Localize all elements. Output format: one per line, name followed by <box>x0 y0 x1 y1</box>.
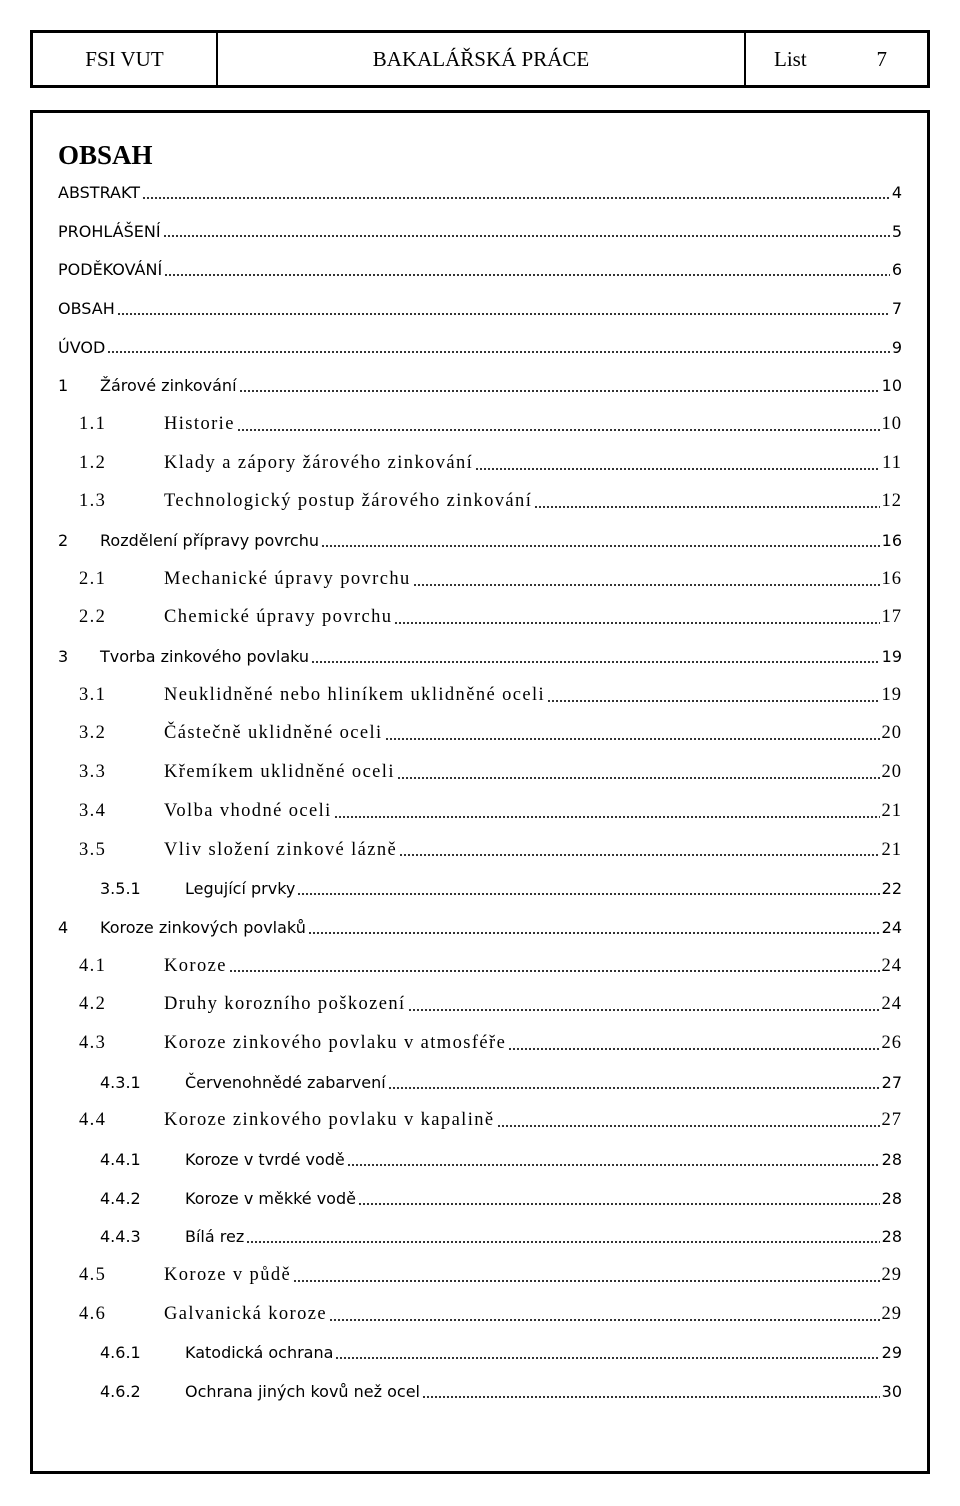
toc-entry-page: 16 <box>881 568 902 589</box>
toc-entry-title: Žárové zinkování <box>100 376 237 396</box>
toc-entry-title: Ochrana jiných kovů než ocel <box>185 1382 420 1402</box>
toc-entry[interactable] <box>58 405 902 444</box>
toc-entry-number: 4.4.3 <box>100 1227 141 1247</box>
toc-dot-leader <box>497 1122 880 1128</box>
toc-entry-title: Koroze zinkového povlaku v atmosféře <box>164 1032 507 1053</box>
toc-entry[interactable] <box>58 1140 902 1179</box>
toc-dot-leader <box>413 581 880 587</box>
toc-entry-title: Vliv složení zinkové lázně <box>164 839 398 860</box>
toc-entry-page: 30 <box>881 1382 902 1402</box>
toc-entry-number: 4.6.1 <box>100 1343 141 1363</box>
toc-entry-number: 3 <box>58 647 69 667</box>
toc-dot-leader <box>397 774 880 780</box>
toc-entry-number: 4.3.1 <box>100 1072 141 1092</box>
toc-entry[interactable] <box>58 560 902 599</box>
toc-entry-number: 2 <box>58 531 69 551</box>
toc-entry-title: OBSAH <box>58 298 115 318</box>
toc-entry-number: 1.3 <box>79 491 107 512</box>
toc-dot-leader <box>388 1084 880 1090</box>
toc-entry-title: Volba vhodné oceli <box>164 800 332 821</box>
toc-dot-leader <box>321 542 880 548</box>
toc-entry-number: 1.2 <box>79 452 107 473</box>
toc-entry-title: Mechanické úpravy povrchu <box>164 568 411 589</box>
toc-entry[interactable] <box>58 831 902 870</box>
toc-entry[interactable] <box>58 599 902 638</box>
toc-entry-page: 26 <box>881 1032 902 1053</box>
toc-entry-title: Legující prvky <box>185 879 296 899</box>
toc-entry-number: 3.3 <box>79 762 107 783</box>
toc-entry-title: Tvorba zinkového povlaku <box>100 647 310 667</box>
page-header <box>30 30 930 88</box>
toc-dot-leader <box>237 426 880 432</box>
toc-dot-leader <box>408 1006 880 1012</box>
toc-entry-number: 3.2 <box>79 723 107 744</box>
toc-entry-page: 28 <box>881 1227 902 1247</box>
toc-dot-leader <box>422 1393 880 1399</box>
toc-dot-leader <box>394 619 879 625</box>
toc-entry-page: 6 <box>891 260 902 280</box>
toc-entry-title: Koroze v měkké vodě <box>185 1188 356 1208</box>
toc-entry-number: 3.5.1 <box>100 879 141 899</box>
toc-entry-title: Historie <box>164 413 235 434</box>
toc-entry-number: 4 <box>58 917 69 937</box>
toc-entry-page: 9 <box>891 337 902 357</box>
toc-entry-page: 21 <box>881 800 902 821</box>
toc-entry[interactable] <box>58 753 902 792</box>
toc-entry-page: 17 <box>881 607 902 628</box>
toc-entry-page: 28 <box>881 1150 902 1170</box>
toc-entry-page: 20 <box>881 762 902 783</box>
toc-entry-number: 4.2 <box>79 994 107 1015</box>
toc-entry[interactable] <box>58 1256 902 1295</box>
toc-dot-leader <box>358 1200 880 1206</box>
toc-entry-title: Katodická ochrana <box>185 1343 334 1363</box>
toc-entry-number: 3.1 <box>79 684 107 705</box>
toc-entry[interactable] <box>58 1295 902 1334</box>
header-doc-type: BAKALÁŘSKÁ PRÁCE <box>372 46 590 71</box>
toc-entry-title: Koroze v půdě <box>164 1265 292 1286</box>
toc-entry[interactable] <box>58 792 902 831</box>
toc-entry-number: 4.3 <box>79 1032 107 1053</box>
header-list-number: 7 <box>876 46 887 71</box>
toc-dot-leader <box>142 194 890 200</box>
toc-entry-title: Neuklidněné nebo hliníkem uklidněné oceli <box>164 684 546 705</box>
toc-entry-title: Druhy korozního poškození <box>164 994 406 1015</box>
toc-entry-title: PROHLÁŠENÍ <box>58 221 161 241</box>
toc-entry[interactable] <box>58 985 902 1024</box>
toc-dot-leader <box>297 890 879 896</box>
toc-entry-page: 24 <box>881 994 902 1015</box>
toc-entry[interactable] <box>58 715 902 754</box>
toc-entry-title: ÚVOD <box>58 337 106 357</box>
toc-dot-leader <box>334 813 880 819</box>
toc-entry[interactable] <box>58 250 902 289</box>
toc-entry-number: 4.1 <box>79 955 107 976</box>
toc-dot-leader <box>385 735 880 741</box>
toc-entry-title: Technologický postup žárového zinkování <box>164 491 533 512</box>
toc-dot-leader <box>164 271 890 277</box>
header-institution-cell <box>33 33 218 85</box>
toc-entry[interactable] <box>58 444 902 483</box>
toc-entry[interactable] <box>58 1063 902 1102</box>
toc-entry-title: Chemické úpravy povrchu <box>164 607 393 628</box>
toc-entry[interactable] <box>58 908 902 947</box>
toc-entry-number: 4.6 <box>79 1303 107 1324</box>
header-institution: FSI VUT <box>85 46 164 71</box>
toc-entry-number: 4.6.2 <box>100 1382 141 1402</box>
toc-entry[interactable] <box>58 676 902 715</box>
toc-dot-leader <box>239 387 880 393</box>
toc-dot-leader <box>534 503 879 509</box>
toc-entry-number: 3.5 <box>79 839 107 860</box>
toc-dot-leader <box>117 310 890 316</box>
toc-entry[interactable] <box>58 1179 902 1218</box>
toc-entry-number: 4.5 <box>79 1265 107 1286</box>
toc-entry-number: 1 <box>58 376 69 396</box>
toc-entry-page: 19 <box>881 684 902 705</box>
toc-entry-number: 2.2 <box>79 607 107 628</box>
toc-entry[interactable] <box>58 483 902 522</box>
toc-entry-number: 1.1 <box>79 413 107 434</box>
toc-entry[interactable] <box>58 869 902 908</box>
toc-entry-page: 11 <box>882 452 902 473</box>
toc-entry[interactable] <box>58 1102 902 1141</box>
toc-entry-title: Koroze v tvrdé vodě <box>185 1150 345 1170</box>
toc-entry-title: ABSTRAKT <box>58 182 141 202</box>
toc-entry[interactable] <box>58 212 902 251</box>
toc-dot-leader <box>547 697 879 703</box>
toc-entry-title: Koroze <box>164 955 227 976</box>
toc-dot-leader <box>329 1316 880 1322</box>
toc-dot-leader <box>335 1354 879 1360</box>
toc-title: OBSAH <box>58 140 153 170</box>
toc-entry[interactable] <box>58 1372 902 1411</box>
toc-dot-leader <box>399 851 879 857</box>
toc-dot-leader <box>229 967 880 973</box>
header-list-cell <box>746 33 927 85</box>
toc-entry-title: Částečně uklidněné oceli <box>164 723 383 744</box>
toc-entry-title: PODĚKOVÁNÍ <box>58 260 163 280</box>
toc-entry[interactable] <box>58 521 902 560</box>
toc-entry-page: 22 <box>881 879 902 899</box>
toc-entry-page: 24 <box>881 955 902 976</box>
toc-entry[interactable] <box>58 366 902 405</box>
toc-entry[interactable] <box>58 173 902 212</box>
toc-entry-number: 2.1 <box>79 568 107 589</box>
toc-dot-leader <box>508 1045 879 1051</box>
toc-entry[interactable] <box>58 637 902 676</box>
toc-dot-leader <box>293 1277 879 1283</box>
toc-entry-title: Červenohnědé zabarvení <box>185 1072 386 1092</box>
header-list-label: List <box>774 46 807 71</box>
toc-entry[interactable] <box>58 328 902 367</box>
toc-entry-page: 12 <box>881 491 902 512</box>
toc-dot-leader <box>347 1161 880 1167</box>
toc-entry-page: 7 <box>891 298 902 318</box>
table-of-contents <box>58 173 902 1411</box>
toc-entry-page: 21 <box>881 839 902 860</box>
toc-entry-page: 27 <box>881 1110 902 1131</box>
toc-entry-page: 20 <box>881 723 902 744</box>
toc-entry[interactable] <box>58 1024 902 1063</box>
toc-entry-page: 10 <box>881 376 902 396</box>
toc-entry-page: 19 <box>881 647 902 667</box>
toc-entry-number: 4.4 <box>79 1110 107 1131</box>
toc-dot-leader <box>107 348 890 354</box>
toc-entry-title: Rozdělení přípravy povrchu <box>100 531 320 551</box>
toc-dot-leader <box>163 232 890 238</box>
toc-entry-title: Klady a zápory žárového zinkování <box>164 452 474 473</box>
toc-entry[interactable] <box>58 947 902 986</box>
toc-entry[interactable] <box>58 1334 902 1373</box>
toc-entry-page: 27 <box>881 1072 902 1092</box>
toc-entry-title: Bílá rez <box>185 1227 245 1247</box>
toc-entry[interactable] <box>58 289 902 328</box>
toc-entry[interactable] <box>58 1218 902 1257</box>
toc-entry-page: 29 <box>881 1343 902 1363</box>
toc-entry-page: 5 <box>891 221 902 241</box>
toc-entry-page: 4 <box>891 182 902 202</box>
toc-entry-page: 16 <box>881 531 902 551</box>
toc-entry-page: 29 <box>881 1265 902 1286</box>
header-doc-type-cell <box>218 33 746 85</box>
toc-entry-page: 24 <box>881 917 902 937</box>
toc-entry-page: 29 <box>881 1303 902 1324</box>
toc-dot-leader <box>246 1238 879 1244</box>
toc-dot-leader <box>308 929 880 935</box>
toc-dot-leader <box>311 658 880 664</box>
toc-entry-number: 4.4.2 <box>100 1188 141 1208</box>
toc-entry-page: 10 <box>881 413 902 434</box>
toc-entry-number: 3.4 <box>79 800 107 821</box>
toc-entry-title: Galvanická koroze <box>164 1303 327 1324</box>
toc-entry-title: Křemíkem uklidněné oceli <box>164 762 395 783</box>
toc-entry-title: Koroze zinkových povlaků <box>100 917 306 937</box>
toc-dot-leader <box>475 465 880 471</box>
toc-entry-page: 28 <box>881 1188 902 1208</box>
toc-entry-title: Koroze zinkového povlaku v kapalině <box>164 1110 495 1131</box>
toc-entry-number: 4.4.1 <box>100 1150 141 1170</box>
